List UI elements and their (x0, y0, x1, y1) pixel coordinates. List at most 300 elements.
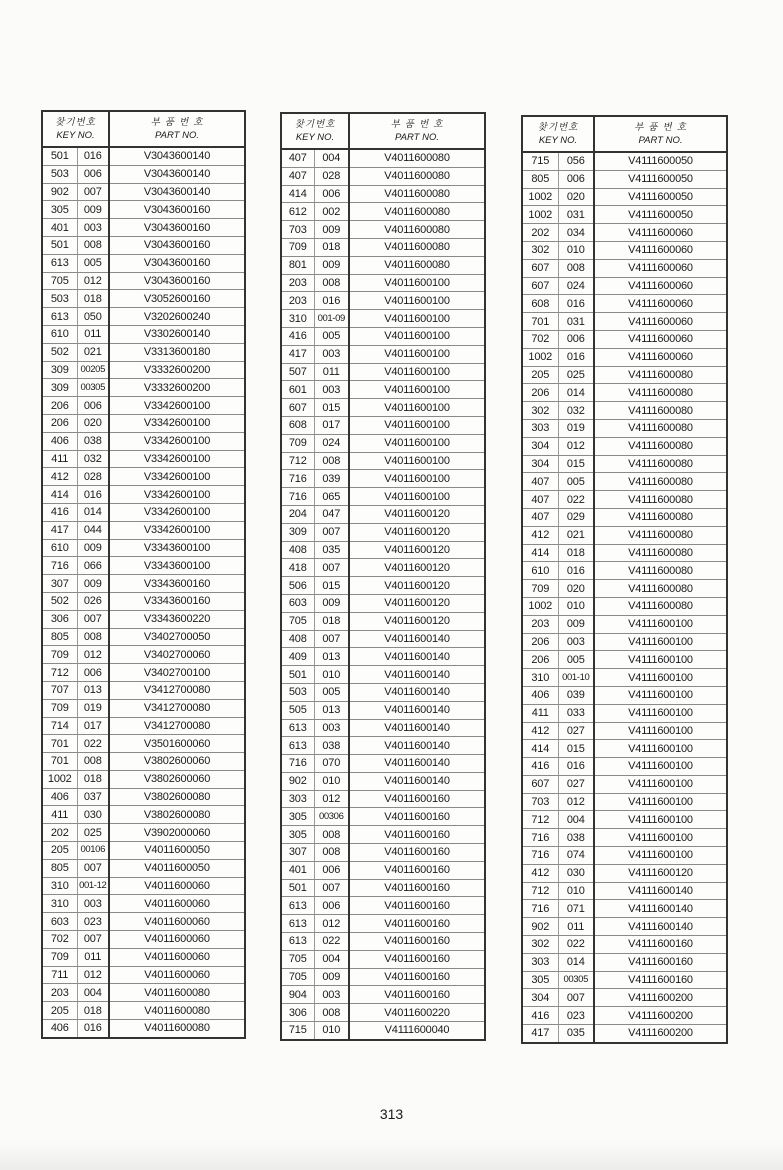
table-row (522, 580, 727, 598)
key-number-item: 025 (558, 366, 594, 384)
key-number-item: 050 (77, 308, 109, 326)
part-number: V4011600080 (109, 984, 245, 1002)
table-row (42, 842, 245, 860)
table-row (281, 1004, 485, 1022)
key-number-item: 038 (314, 737, 349, 755)
table-row (42, 165, 245, 183)
key-number-item: 022 (558, 936, 594, 954)
table-row (522, 722, 727, 740)
table-row (522, 188, 727, 206)
table-row (42, 717, 245, 735)
key-number-group: 203 (42, 984, 77, 1002)
part-number: V4011600120 (349, 541, 485, 559)
key-number-item: 035 (558, 1025, 594, 1043)
key-number-group: 305 (281, 826, 314, 844)
table-row (281, 861, 485, 879)
part-number: V4011600100 (349, 488, 485, 506)
part-number: V4111600100 (594, 669, 727, 687)
table-row (281, 683, 485, 701)
key-number-item: 012 (77, 646, 109, 664)
key-number-group: 707 (42, 681, 77, 699)
part-number: V4111600080 (594, 402, 727, 420)
part-number: V4011600120 (349, 612, 485, 630)
key-number-group: 414 (281, 185, 314, 203)
key-number-item: 015 (314, 399, 349, 417)
key-number-item: 00305 (558, 971, 594, 989)
table-row (522, 615, 727, 633)
key-number-item: 004 (314, 149, 349, 167)
table-row (522, 953, 727, 971)
part-number: V4111600200 (594, 989, 727, 1007)
key-number-item: 019 (558, 419, 594, 437)
key-number-item: 021 (77, 343, 109, 361)
key-number-item: 006 (558, 330, 594, 348)
key-number-group: 202 (42, 824, 77, 842)
key-number-group: 904 (281, 986, 314, 1004)
key-number-item: 011 (558, 918, 594, 936)
key-number-group: 412 (522, 526, 558, 544)
key-number-item: 018 (77, 1002, 109, 1020)
key-number-item: 033 (558, 704, 594, 722)
table-row (522, 811, 727, 829)
key-number-group: 709 (42, 699, 77, 717)
part-number: V4111600060 (594, 295, 727, 313)
part-number: V3342600100 (109, 432, 245, 450)
table-row (281, 577, 485, 595)
key-number-group: 613 (281, 933, 314, 951)
key-number-item: 007 (77, 931, 109, 949)
key-number-group: 716 (522, 900, 558, 918)
key-number-group: 307 (281, 844, 314, 862)
key-number-item: 016 (558, 758, 594, 776)
table-row (522, 900, 727, 918)
key-number-group: 610 (522, 562, 558, 580)
part-number: V3343600100 (109, 557, 245, 575)
table-row (281, 274, 485, 292)
part-number: V4111600100 (594, 722, 727, 740)
key-number-item: 003 (558, 633, 594, 651)
key-number-item: 012 (314, 790, 349, 808)
key-number-group: 501 (42, 236, 77, 254)
table-row (281, 416, 485, 434)
part-no-header (594, 116, 727, 152)
key-number-item: 044 (77, 521, 109, 539)
table-row (42, 735, 245, 753)
part-number: V4111600060 (594, 348, 727, 366)
table-row (281, 701, 485, 719)
part-number: V4111600100 (594, 740, 727, 758)
key-number-group: 407 (522, 491, 558, 509)
key-number-group: 1002 (522, 206, 558, 224)
key-number-group: 613 (42, 308, 77, 326)
key-number-item: 039 (314, 470, 349, 488)
key-number-item: 001-12 (77, 877, 109, 895)
table-row (42, 859, 245, 877)
table-row (42, 361, 245, 379)
key-number-group: 801 (281, 256, 314, 274)
key-number-group: 203 (281, 274, 314, 292)
key-number-item: 005 (314, 327, 349, 345)
key-number-group: 206 (522, 633, 558, 651)
key-number-group: 304 (522, 455, 558, 473)
table-row (281, 310, 485, 328)
key-number-group: 310 (42, 877, 77, 895)
key-number-item: 014 (558, 953, 594, 971)
key-number-group: 417 (42, 521, 77, 539)
part-number: V3412700080 (109, 717, 245, 735)
part-number: V3902000060 (109, 824, 245, 842)
key-no-header-korean: 찾기번호 (55, 117, 96, 128)
key-number-item: 009 (77, 575, 109, 593)
table-row (42, 610, 245, 628)
key-number-item: 010 (314, 666, 349, 684)
table-row (522, 544, 727, 562)
key-number-group: 603 (42, 913, 77, 931)
key-number-item: 011 (77, 948, 109, 966)
key-number-item: 003 (314, 345, 349, 363)
key-number-group: 613 (281, 719, 314, 737)
key-number-group: 610 (42, 539, 77, 557)
key-no-header-korean: 찾기번호 (537, 122, 579, 133)
table-row (42, 450, 245, 468)
key-no-header (42, 111, 109, 147)
part-number: V4011600160 (349, 790, 485, 808)
table-row (281, 755, 485, 773)
key-number-item: 010 (558, 597, 594, 615)
key-number-group: 305 (281, 808, 314, 826)
part-number: V4011600160 (349, 897, 485, 915)
part-no-header-english: PART NO. (638, 135, 683, 146)
part-number: V4011600140 (349, 701, 485, 719)
table-row (42, 753, 245, 771)
key-number-group: 711 (42, 966, 77, 984)
table-row (281, 950, 485, 968)
part-number: V4011600100 (349, 345, 485, 363)
key-number-group: 902 (42, 183, 77, 201)
part-number: V4011600160 (349, 861, 485, 879)
key-number-group: 610 (42, 325, 77, 343)
table-row (522, 918, 727, 936)
part-number: V4111600100 (594, 651, 727, 669)
part-number: V4111600120 (594, 864, 727, 882)
key-number-item: 018 (314, 612, 349, 630)
key-number-item: 010 (558, 882, 594, 900)
key-number-item: 004 (558, 811, 594, 829)
part-number: V4011600080 (349, 167, 485, 185)
table-row (281, 915, 485, 933)
key-number-group: 501 (281, 666, 314, 684)
part-number: V4111600080 (594, 419, 727, 437)
part-number: V4011600160 (349, 933, 485, 951)
key-number-item: 070 (314, 755, 349, 773)
part-number: V4011600060 (109, 948, 245, 966)
table-row (281, 790, 485, 808)
table-row (522, 847, 727, 865)
table-row (42, 681, 245, 699)
part-number: V3202600240 (109, 308, 245, 326)
table-row (42, 308, 245, 326)
table-row (281, 933, 485, 951)
part-number: V4111600040 (349, 1022, 485, 1040)
key-number-group: 902 (281, 772, 314, 790)
part-number: V4011600080 (349, 203, 485, 221)
key-number-group: 1002 (522, 597, 558, 615)
part-number: V3043600160 (109, 219, 245, 237)
part-number: V4111600140 (594, 918, 727, 936)
key-number-group: 407 (522, 508, 558, 526)
part-number: V3052600160 (109, 290, 245, 308)
key-number-item: 017 (77, 717, 109, 735)
key-number-group: 309 (281, 523, 314, 541)
table-row (42, 664, 245, 682)
part-number: V4111600100 (594, 811, 727, 829)
table-row (281, 523, 485, 541)
parts-table-2 (280, 112, 486, 1041)
key-number-group: 401 (42, 219, 77, 237)
key-number-group: 206 (522, 651, 558, 669)
key-number-item: 038 (77, 432, 109, 450)
table-row (42, 414, 245, 432)
table-row (42, 254, 245, 272)
part-number: V4111600200 (594, 1007, 727, 1025)
part-number: V3343600160 (109, 592, 245, 610)
key-number-item: 007 (314, 559, 349, 577)
key-number-group: 304 (522, 989, 558, 1007)
key-number-item: 012 (314, 915, 349, 933)
key-number-group: 507 (281, 363, 314, 381)
key-number-item: 005 (558, 651, 594, 669)
table-row (522, 633, 727, 651)
table-row (522, 508, 727, 526)
table-row (42, 325, 245, 343)
table-row (281, 666, 485, 684)
key-number-group: 608 (522, 295, 558, 313)
part-number: V3402700050 (109, 628, 245, 646)
key-number-item: 022 (314, 933, 349, 951)
table-row (522, 686, 727, 704)
part-number: V4111600160 (594, 953, 727, 971)
key-number-item: 018 (558, 544, 594, 562)
key-number-item: 005 (314, 683, 349, 701)
table-row (522, 206, 727, 224)
table-row (42, 628, 245, 646)
part-number: V4111600160 (594, 971, 727, 989)
table-row (42, 824, 245, 842)
part-number: V3343600100 (109, 539, 245, 557)
part-number: V4011600100 (349, 292, 485, 310)
part-number: V3342600100 (109, 503, 245, 521)
part-no-header (109, 111, 245, 147)
key-number-item: 00106 (77, 842, 109, 860)
key-number-group: 709 (281, 238, 314, 256)
key-number-group: 408 (281, 541, 314, 559)
key-number-item: 030 (558, 864, 594, 882)
key-number-group: 613 (281, 915, 314, 933)
key-number-group: 716 (522, 829, 558, 847)
table-row (42, 592, 245, 610)
key-number-group: 414 (522, 544, 558, 562)
part-number: V4111600060 (594, 224, 727, 242)
part-no-header-korean: 부 품 번 호 (390, 119, 444, 130)
part-no-header-english: PART NO. (155, 130, 199, 141)
key-number-item: 009 (314, 594, 349, 612)
key-number-group: 501 (42, 147, 77, 165)
part-number: V3802600060 (109, 753, 245, 771)
part-number: V4111600080 (594, 437, 727, 455)
table-row (42, 290, 245, 308)
part-number: V4011600080 (349, 221, 485, 239)
table-row (42, 557, 245, 575)
part-number: V4011600120 (349, 505, 485, 523)
part-number: V4011600100 (349, 310, 485, 328)
part-number: V4111600100 (594, 633, 727, 651)
part-number: V4011600160 (349, 986, 485, 1004)
key-number-item: 001-09 (314, 310, 349, 328)
key-number-group: 601 (281, 381, 314, 399)
key-number-group: 716 (281, 755, 314, 773)
table-row (522, 526, 727, 544)
key-number-item: 004 (314, 950, 349, 968)
key-number-group: 416 (522, 1007, 558, 1025)
part-number: V4111600100 (594, 615, 727, 633)
table-row (522, 597, 727, 615)
key-number-item: 027 (558, 775, 594, 793)
key-number-item: 013 (314, 701, 349, 719)
part-number: V4011600140 (349, 772, 485, 790)
part-number: V4011600140 (349, 630, 485, 648)
key-number-item: 00305 (77, 379, 109, 397)
key-number-item: 004 (77, 984, 109, 1002)
table-row (281, 986, 485, 1004)
key-number-group: 705 (281, 950, 314, 968)
key-number-item: 005 (77, 254, 109, 272)
part-number: V3043600160 (109, 201, 245, 219)
part-number: V3043600160 (109, 236, 245, 254)
key-number-group: 712 (281, 452, 314, 470)
key-number-group: 714 (42, 717, 77, 735)
key-number-group: 412 (42, 468, 77, 486)
part-number: V4111600050 (594, 188, 727, 206)
table-row (281, 327, 485, 345)
key-number-item: 013 (314, 648, 349, 666)
key-number-item: 014 (558, 384, 594, 402)
part-number: V4011600100 (349, 381, 485, 399)
part-number: V4011600060 (109, 913, 245, 931)
key-number-item: 024 (314, 434, 349, 452)
part-number: V4111600080 (594, 562, 727, 580)
part-number: V4011600100 (349, 363, 485, 381)
key-number-group: 411 (42, 450, 77, 468)
key-number-item: 047 (314, 505, 349, 523)
part-number: V3302600140 (109, 325, 245, 343)
key-number-item: 016 (314, 292, 349, 310)
part-number: V4011600140 (349, 719, 485, 737)
key-number-group: 608 (281, 416, 314, 434)
table-row (42, 539, 245, 557)
key-number-item: 065 (314, 488, 349, 506)
table-row (42, 984, 245, 1002)
key-number-item: 020 (558, 580, 594, 598)
part-number: V3313600180 (109, 343, 245, 361)
key-number-group: 506 (281, 577, 314, 595)
part-number: V3501600060 (109, 735, 245, 753)
key-number-item: 005 (558, 473, 594, 491)
table-row (522, 241, 727, 259)
table-row (281, 381, 485, 399)
key-no-header (281, 113, 349, 149)
key-number-group: 716 (281, 488, 314, 506)
part-number: V4011600220 (349, 1004, 485, 1022)
part-number: V3802600080 (109, 806, 245, 824)
key-number-group: 416 (42, 503, 77, 521)
part-number: V4111600060 (594, 330, 727, 348)
key-number-item: 066 (77, 557, 109, 575)
part-number: V3043600140 (109, 165, 245, 183)
key-number-item: 006 (77, 397, 109, 415)
key-number-item: 007 (77, 610, 109, 628)
key-number-item: 020 (558, 188, 594, 206)
part-number: V3043600140 (109, 147, 245, 165)
table-row (281, 363, 485, 381)
key-number-group: 703 (522, 793, 558, 811)
key-number-item: 029 (558, 508, 594, 526)
key-number-group: 302 (522, 402, 558, 420)
part-number: V4111600100 (594, 758, 727, 776)
key-number-group: 702 (522, 330, 558, 348)
key-number-item: 006 (314, 185, 349, 203)
key-number-group: 412 (522, 864, 558, 882)
part-number: V4111600060 (594, 277, 727, 295)
key-number-item: 008 (314, 826, 349, 844)
key-number-item: 031 (558, 313, 594, 331)
key-number-group: 709 (42, 646, 77, 664)
key-number-group: 709 (281, 434, 314, 452)
part-number: V4111600160 (594, 936, 727, 954)
part-number: V3343600220 (109, 610, 245, 628)
key-number-item: 003 (314, 381, 349, 399)
key-number-group: 406 (42, 788, 77, 806)
table-row (42, 646, 245, 664)
part-number: V3332600200 (109, 379, 245, 397)
key-number-group: 310 (281, 310, 314, 328)
key-number-group: 503 (42, 165, 77, 183)
part-number: V4011600060 (109, 931, 245, 949)
table-row (522, 330, 727, 348)
part-no-header-english: PART NO. (395, 132, 439, 143)
key-number-item: 015 (558, 455, 594, 473)
part-number: V4011600100 (349, 327, 485, 345)
key-number-group: 603 (281, 594, 314, 612)
key-number-item: 009 (77, 201, 109, 219)
part-number: V4111600100 (594, 847, 727, 865)
table-row (42, 806, 245, 824)
key-number-item: 003 (77, 895, 109, 913)
key-number-item: 028 (314, 167, 349, 185)
table-row (42, 432, 245, 450)
key-number-item: 010 (314, 772, 349, 790)
part-number: V4111600200 (594, 1025, 727, 1043)
part-number: V3343600160 (109, 575, 245, 593)
table-row (522, 669, 727, 687)
key-number-group: 409 (281, 648, 314, 666)
part-number: V4011600160 (349, 808, 485, 826)
part-number: V4111600080 (594, 580, 727, 598)
key-number-item: 009 (314, 256, 349, 274)
key-number-item: 008 (77, 753, 109, 771)
key-number-group: 712 (522, 811, 558, 829)
part-number: V4111600080 (594, 508, 727, 526)
key-number-item: 009 (77, 539, 109, 557)
